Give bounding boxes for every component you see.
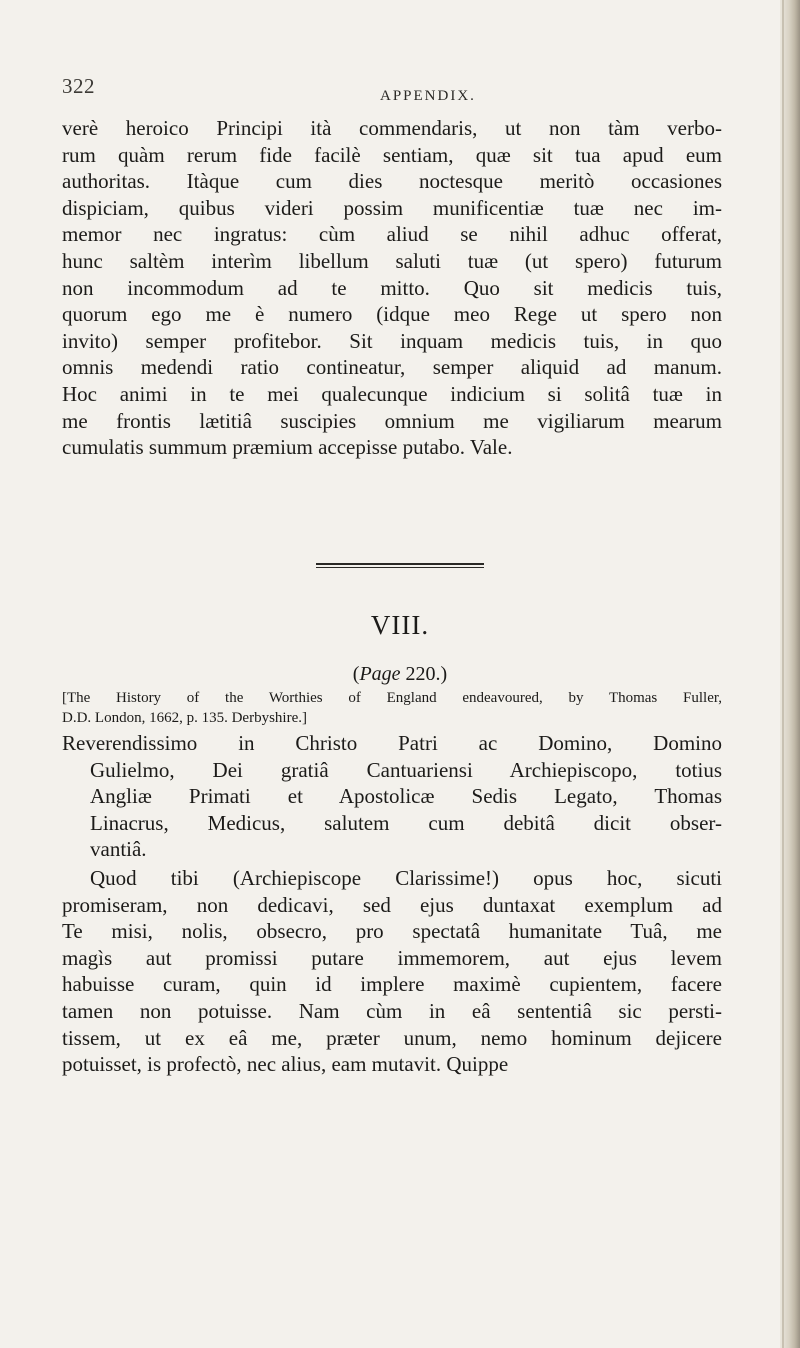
text-line: Te misi, nolis, obsecro, pro spectatâ humanitate Tuâ, me <box>62 919 722 944</box>
text-line: Quod tibi (Archiepiscope Clarissime!) opus hoc, sicuti <box>90 866 722 890</box>
text-line: authoritas. Itàque cum dies noctesque meritò occasiones <box>62 169 722 194</box>
text-line: Angliæ Primati et Apostolicæ Sedis Legato, Thomas <box>90 784 722 809</box>
page-ref-label: Page <box>359 663 401 685</box>
text-line: vantiâ. <box>90 837 147 862</box>
text-line: non incommodum ad te mitto. Quo sit medicis tuis, <box>62 275 722 300</box>
page-ref-number: 220.) <box>400 663 448 685</box>
section-heading: VIII. <box>370 610 430 640</box>
text-line: omnis medendi ratio contineatur, semper aliquid ad manum. <box>62 355 722 380</box>
page-number: 322 <box>62 74 95 98</box>
paragraph-letter-text <box>62 865 722 1078</box>
text-line: cumulatis summum præmium accepisse putabo. Vale. <box>62 435 513 460</box>
text-line: memor nec ingratus: cùm aliud se nihil adhuc offerat, <box>62 222 722 247</box>
paragraph-letter-body <box>62 115 722 461</box>
note-line: [The History of the Worthies of England endeavoured, by Thomas Fuller, <box>62 690 722 706</box>
text-line: Hoc animi in te mei qualecunque indicium si solitâ tuæ in <box>62 381 722 406</box>
section-rule-thick <box>316 563 484 565</box>
salutation <box>62 730 722 863</box>
text-line: tissem, ut ex eâ me, præter unum, nemo hominum dejicere <box>62 1025 722 1050</box>
text-line: hunc saltèm interìm libellum saluti tuæ (ut spero) futurum <box>62 248 722 273</box>
text-line: magìs aut promissi putare immemorem, aut ejus levem <box>62 945 722 970</box>
text-line: tamen non potuisse. Nam cùm in eâ sententiâ sic persti- <box>62 998 722 1023</box>
section-rule-thin <box>316 567 484 568</box>
text-line: Linacrus, Medicus, salutem cum debitâ dicit obser- <box>90 810 722 835</box>
text-line: dispiciam, quibus videri possim munificentiæ tuæ nec im- <box>62 195 722 220</box>
text-line: invito) semper profitebor. Sit inquam medicis tuis, in quo <box>62 328 722 353</box>
running-head: APPENDIX. <box>380 88 476 104</box>
text-line: Reverendissimo in Christo Patri ac Domino, Domino <box>62 731 722 755</box>
text-line: habuisse curam, quin id implere maximè cupientem, facere <box>62 972 722 997</box>
text-line: verè heroico Principi ità commendaris, ut non tàm verbo- <box>62 116 722 140</box>
text-line: me frontis lætitiâ suscipies omnium me vigiliarum mearum <box>62 408 722 433</box>
text-line: quorum ego me è numero (idque meo Rege ut spero non <box>62 302 722 327</box>
page-ref-open: ( <box>352 663 360 685</box>
text-line: potuisset, is profectò, nec alius, eam mutavit. Quippe <box>62 1052 509 1077</box>
page-reference <box>0 663 800 686</box>
text-line: promiseram, non dedicavi, sed ejus duntaxat exemplum ad <box>62 892 722 917</box>
note-line: D.D. London, 1662, p. 135. Derbyshire.] <box>62 710 307 726</box>
source-note <box>62 688 722 728</box>
text-line: Gulielmo, Dei gratiâ Cantuariensi Archiepiscopo, totius <box>90 757 722 782</box>
text-line: rum quàm rerum fide facilè sentiam, quæ sit tua apud eum <box>62 142 722 167</box>
